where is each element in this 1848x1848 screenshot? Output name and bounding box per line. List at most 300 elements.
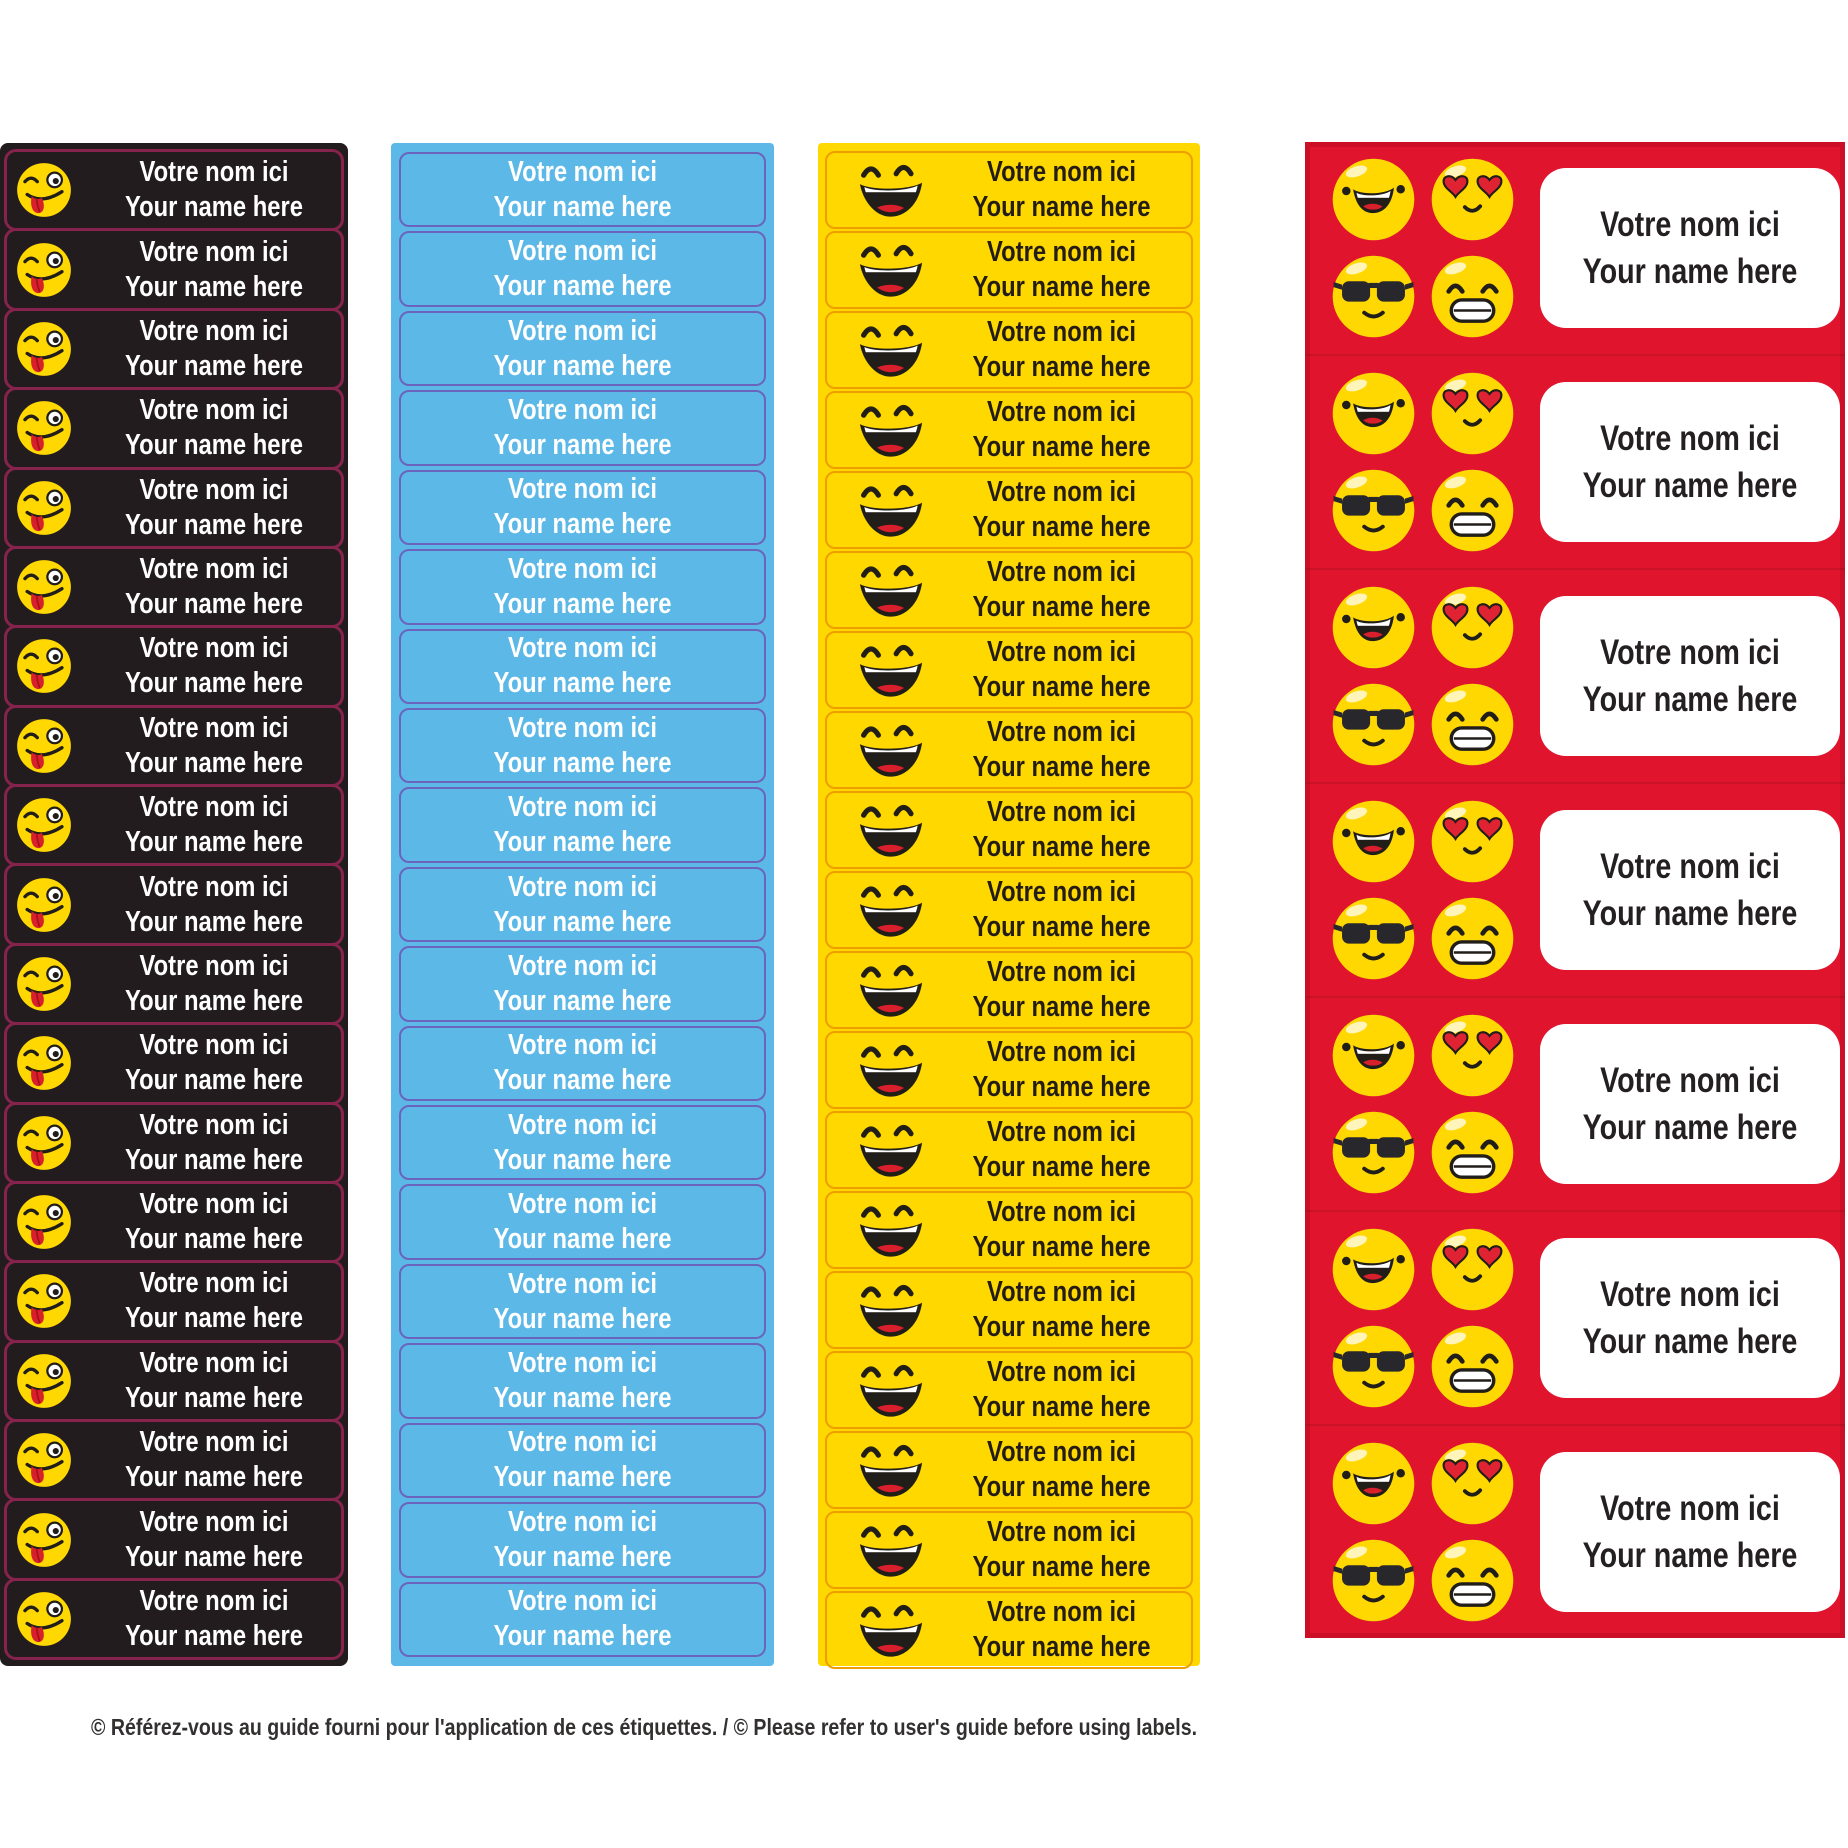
name-label-sticker	[825, 471, 1193, 549]
laughing-emoji-icon	[827, 793, 932, 867]
label-text	[434, 552, 732, 622]
emoji-sticker-grid	[1331, 1227, 1515, 1409]
label-line1-text: Votre nom ici	[139, 1188, 289, 1221]
label-text	[1583, 1271, 1798, 1365]
label-text	[110, 1028, 318, 1098]
label-line1-text: Votre nom ici	[508, 791, 657, 824]
winking-tongue-emoji-icon	[7, 162, 87, 218]
label-text	[955, 395, 1167, 465]
emoji-sticker-block	[1305, 996, 1845, 1210]
name-label-sticker	[825, 1111, 1193, 1189]
label-line2-text: Your name here	[972, 831, 1151, 863]
name-label-sticker	[825, 1591, 1193, 1669]
emoji-sticker-block	[1305, 1424, 1845, 1638]
label-line1-text: Votre nom ici	[508, 473, 657, 506]
name-label-sticker	[825, 1431, 1193, 1509]
label-text	[955, 555, 1167, 625]
label-line2-text: Your name here	[125, 349, 303, 382]
blue-labels-column	[391, 143, 774, 1666]
name-label-sticker	[399, 1264, 766, 1339]
label-text	[434, 314, 732, 384]
label-line2-text: Your name here	[493, 1223, 672, 1256]
label-text	[110, 552, 318, 622]
name-label-sticker	[825, 391, 1193, 469]
label-line2-text: Your name here	[125, 905, 303, 938]
winking-tongue-emoji-icon	[7, 718, 87, 774]
label-line2-text: Your name here	[493, 270, 672, 303]
label-line1-text: Votre nom ici	[508, 632, 657, 665]
laughing-emoji-icon	[827, 1593, 932, 1667]
label-line1-text: Votre nom ici	[1600, 847, 1780, 886]
label-line1-text: Votre nom ici	[987, 1196, 1136, 1228]
name-label-sticker	[4, 705, 344, 787]
label-line1-text: Votre nom ici	[508, 1029, 657, 1062]
label-line2-text: Your name here	[125, 746, 303, 779]
label-text	[110, 1266, 318, 1336]
label-line2-text: Your name here	[972, 1471, 1151, 1503]
label-line2-text: Your name here	[972, 191, 1151, 223]
footer-note: © Référez-vous au guide fourni pour l'application de ces étiquettes. / © Please refer to user's guide before using labels.	[91, 1714, 1198, 1740]
name-label-sticker	[399, 1343, 766, 1418]
label-line1-text: Votre nom ici	[139, 1584, 289, 1617]
label-line1-text: Votre nom ici	[508, 949, 657, 982]
laughing-emoji-icon	[827, 713, 932, 787]
label-text	[1583, 1485, 1798, 1579]
label-text	[110, 1425, 318, 1495]
label-text	[434, 631, 732, 701]
label-line2-text: Your name here	[125, 1540, 303, 1573]
name-label-sticker	[825, 231, 1193, 309]
heart-eyes-emoji-icon	[1430, 1441, 1515, 1526]
beaming-emoji-icon	[1430, 468, 1515, 553]
name-label-sticker	[4, 308, 344, 390]
name-label-sticker	[4, 1419, 344, 1501]
label-line2-text: Your name here	[972, 911, 1151, 943]
name-label-sticker	[825, 951, 1193, 1029]
label-line1-text: Votre nom ici	[139, 314, 289, 347]
laughing-emoji-icon	[827, 153, 932, 227]
beaming-emoji-icon	[1430, 682, 1515, 767]
label-text	[110, 631, 318, 701]
label-line2-text: Your name here	[125, 984, 303, 1017]
sunglasses-emoji-icon	[1331, 1324, 1416, 1409]
name-label-sticker	[1540, 382, 1840, 542]
label-line2-text: Your name here	[493, 1302, 672, 1335]
winking-tongue-emoji-icon	[7, 1353, 87, 1409]
name-label-sticker	[1540, 1452, 1840, 1612]
label-text	[110, 1584, 318, 1654]
label-text	[434, 949, 732, 1019]
name-label-sticker	[399, 1423, 766, 1498]
winking-tongue-emoji-icon	[7, 242, 87, 298]
name-label-sticker	[4, 1340, 344, 1422]
name-label-sticker	[825, 1031, 1193, 1109]
name-label-sticker	[4, 467, 344, 549]
label-text	[955, 875, 1167, 945]
label-text	[1583, 1057, 1798, 1151]
label-line1-text: Votre nom ici	[508, 1267, 657, 1300]
label-line1-text: Votre nom ici	[1600, 1061, 1780, 1100]
label-line1-text: Votre nom ici	[987, 1116, 1136, 1148]
label-text	[955, 955, 1167, 1025]
label-text	[955, 715, 1167, 785]
name-label-sticker	[4, 1260, 344, 1342]
label-text	[110, 1505, 318, 1575]
black-labels-column	[0, 143, 348, 1666]
label-line1-text: Votre nom ici	[508, 1505, 657, 1538]
name-label-sticker	[4, 1578, 344, 1660]
label-text	[955, 315, 1167, 385]
name-label-sticker	[399, 867, 766, 942]
name-label-sticker	[399, 1184, 766, 1259]
label-line1-text: Votre nom ici	[139, 1346, 289, 1379]
label-line1-text: Votre nom ici	[139, 791, 289, 824]
label-line2-text: Your name here	[493, 826, 672, 859]
label-line1-text: Votre nom ici	[987, 396, 1136, 428]
winking-tongue-emoji-icon	[7, 321, 87, 377]
label-line2-text: Your name here	[972, 511, 1151, 543]
label-text	[110, 393, 318, 463]
label-line1-text: Votre nom ici	[1600, 419, 1780, 458]
heart-eyes-emoji-icon	[1430, 585, 1515, 670]
winking-tongue-emoji-icon	[7, 877, 87, 933]
name-label-sticker	[1540, 1024, 1840, 1184]
label-line2-text: Your name here	[493, 1382, 672, 1415]
label-line2-text: Your name here	[493, 428, 672, 461]
label-line2-text: Your name here	[125, 270, 303, 303]
name-label-sticker	[1540, 810, 1840, 970]
heart-eyes-emoji-icon	[1430, 1227, 1515, 1312]
label-text	[110, 155, 318, 225]
name-label-sticker	[4, 546, 344, 628]
label-line2-text: Your name here	[125, 1302, 303, 1335]
label-line2-text: Your name here	[125, 1223, 303, 1256]
label-line1-text: Votre nom ici	[139, 1267, 289, 1300]
name-label-sticker	[399, 629, 766, 704]
label-text	[955, 1435, 1167, 1505]
winking-tongue-emoji-icon	[7, 559, 87, 615]
name-label-sticker	[4, 228, 344, 310]
label-text	[955, 155, 1167, 225]
name-label-sticker	[399, 787, 766, 862]
heart-eyes-emoji-icon	[1430, 1013, 1515, 1098]
label-line2-text: Your name here	[493, 508, 672, 541]
name-label-sticker	[399, 708, 766, 783]
grinning-emoji-icon	[1331, 371, 1416, 456]
label-text	[434, 1425, 732, 1495]
label-line1-text: Votre nom ici	[987, 556, 1136, 588]
label-line1-text: Votre nom ici	[508, 1347, 657, 1380]
name-label-sticker	[4, 1022, 344, 1104]
beaming-emoji-icon	[1430, 896, 1515, 981]
label-text	[434, 155, 732, 225]
grinning-emoji-icon	[1331, 157, 1416, 242]
name-label-sticker	[399, 1105, 766, 1180]
beaming-emoji-icon	[1430, 1324, 1515, 1409]
label-text	[434, 234, 732, 304]
laughing-emoji-icon	[827, 873, 932, 947]
label-line1-text: Votre nom ici	[508, 1585, 657, 1618]
label-line1-text: Votre nom ici	[139, 1029, 289, 1062]
name-label-sticker	[1540, 168, 1840, 328]
label-text	[955, 1115, 1167, 1185]
label-line2-text: Your name here	[125, 588, 303, 621]
label-text	[110, 1108, 318, 1178]
laughing-emoji-icon	[827, 473, 932, 547]
name-label-sticker	[4, 149, 344, 231]
label-line1-text: Votre nom ici	[1600, 633, 1780, 672]
label-text	[434, 1505, 732, 1575]
name-label-sticker	[399, 946, 766, 1021]
label-text	[434, 1028, 732, 1098]
label-line1-text: Votre nom ici	[987, 796, 1136, 828]
label-line1-text: Votre nom ici	[508, 314, 657, 347]
winking-tongue-emoji-icon	[7, 956, 87, 1012]
name-label-sticker	[399, 1502, 766, 1577]
name-label-sticker	[399, 152, 766, 227]
name-label-sticker	[4, 1181, 344, 1263]
red-labels-column	[1305, 142, 1845, 1638]
label-line2-text: Your name here	[972, 751, 1151, 783]
label-text	[434, 1108, 732, 1178]
laughing-emoji-icon	[827, 1113, 932, 1187]
winking-tongue-emoji-icon	[7, 1591, 87, 1647]
name-label-sticker	[4, 943, 344, 1025]
winking-tongue-emoji-icon	[7, 1273, 87, 1329]
label-line1-text: Votre nom ici	[508, 870, 657, 903]
emoji-sticker-grid	[1331, 1013, 1515, 1195]
label-line2-text: Your name here	[125, 1619, 303, 1652]
emoji-sticker-block	[1305, 142, 1845, 354]
emoji-sticker-block	[1305, 782, 1845, 996]
label-line1-text: Votre nom ici	[139, 870, 289, 903]
name-label-sticker	[825, 791, 1193, 869]
name-label-sticker	[825, 1191, 1193, 1269]
emoji-sticker-grid	[1331, 371, 1515, 553]
label-line2-text: Your name here	[125, 667, 303, 700]
label-line2-text: Your name here	[972, 1231, 1151, 1263]
yellow-labels-column	[818, 143, 1200, 1666]
sunglasses-emoji-icon	[1331, 896, 1416, 981]
heart-eyes-emoji-icon	[1430, 157, 1515, 242]
label-line2-text: Your name here	[1582, 1322, 1798, 1361]
name-label-sticker	[1540, 1238, 1840, 1398]
beaming-emoji-icon	[1430, 1538, 1515, 1623]
label-line1-text: Votre nom ici	[508, 1426, 657, 1459]
label-line1-text: Votre nom ici	[1600, 1489, 1780, 1528]
winking-tongue-emoji-icon	[7, 797, 87, 853]
label-text	[110, 235, 318, 305]
label-text	[434, 1187, 732, 1257]
name-label-sticker	[4, 1102, 344, 1184]
label-text	[110, 1187, 318, 1257]
name-label-sticker	[4, 863, 344, 945]
sunglasses-emoji-icon	[1331, 682, 1416, 767]
winking-tongue-emoji-icon	[7, 1115, 87, 1171]
label-line2-text: Your name here	[493, 1461, 672, 1494]
heart-eyes-emoji-icon	[1430, 799, 1515, 884]
laughing-emoji-icon	[827, 1033, 932, 1107]
name-label-sticker	[399, 470, 766, 545]
label-line1-text: Votre nom ici	[987, 636, 1136, 668]
grinning-emoji-icon	[1331, 799, 1416, 884]
name-label-sticker	[825, 311, 1193, 389]
laughing-emoji-icon	[827, 1193, 932, 1267]
label-text	[434, 711, 732, 781]
winking-tongue-emoji-icon	[7, 1512, 87, 1568]
label-line2-text: Your name here	[493, 1143, 672, 1176]
label-line2-text: Your name here	[493, 349, 672, 382]
name-label-sticker	[4, 625, 344, 707]
name-label-sticker	[399, 1582, 766, 1657]
label-line2-text: Your name here	[1582, 252, 1798, 291]
winking-tongue-emoji-icon	[7, 1035, 87, 1091]
label-text	[110, 314, 318, 384]
sunglasses-emoji-icon	[1331, 1538, 1416, 1623]
label-line2-text: Your name here	[972, 351, 1151, 383]
name-label-sticker	[1540, 596, 1840, 756]
name-label-sticker	[4, 784, 344, 866]
label-line1-text: Votre nom ici	[987, 156, 1136, 188]
label-line2-text: Your name here	[1582, 680, 1798, 719]
label-text	[1583, 201, 1798, 295]
label-line1-text: Votre nom ici	[508, 155, 657, 188]
sunglasses-emoji-icon	[1331, 254, 1416, 339]
sunglasses-emoji-icon	[1331, 468, 1416, 553]
grinning-emoji-icon	[1331, 1441, 1416, 1526]
label-line2-text: Your name here	[1582, 1108, 1798, 1147]
label-line1-text: Votre nom ici	[139, 156, 289, 189]
label-line2-text: Your name here	[125, 826, 303, 859]
label-line2-text: Your name here	[1582, 466, 1798, 505]
laughing-emoji-icon	[827, 1273, 932, 1347]
label-line2-text: Your name here	[972, 1311, 1151, 1343]
name-label-sticker	[825, 1511, 1193, 1589]
label-line2-text: Your name here	[972, 591, 1151, 623]
label-line2-text: Your name here	[1582, 1536, 1798, 1575]
winking-tongue-emoji-icon	[7, 1432, 87, 1488]
name-label-sticker	[825, 871, 1193, 949]
label-line1-text: Votre nom ici	[987, 1356, 1136, 1388]
grinning-emoji-icon	[1331, 585, 1416, 670]
laughing-emoji-icon	[827, 313, 932, 387]
label-text	[110, 711, 318, 781]
label-text	[955, 1195, 1167, 1265]
label-text	[1583, 629, 1798, 723]
label-line2-text: Your name here	[972, 1071, 1151, 1103]
label-line1-text: Votre nom ici	[139, 235, 289, 268]
label-line2-text: Your name here	[972, 1551, 1151, 1583]
laughing-emoji-icon	[827, 553, 932, 627]
label-line2-text: Your name here	[125, 1461, 303, 1494]
label-line1-text: Votre nom ici	[139, 1108, 289, 1141]
winking-tongue-emoji-icon	[7, 1194, 87, 1250]
name-label-sticker	[825, 551, 1193, 629]
label-line2-text: Your name here	[972, 671, 1151, 703]
winking-tongue-emoji-icon	[7, 400, 87, 456]
label-line1-text: Votre nom ici	[508, 393, 657, 426]
name-label-sticker	[399, 1026, 766, 1101]
heart-eyes-emoji-icon	[1430, 371, 1515, 456]
label-text	[434, 790, 732, 860]
name-label-sticker	[825, 1351, 1193, 1429]
label-line2-text: Your name here	[972, 991, 1151, 1023]
beaming-emoji-icon	[1430, 1110, 1515, 1195]
label-line2-text: Your name here	[125, 1381, 303, 1414]
label-text	[955, 1355, 1167, 1425]
label-line1-text: Votre nom ici	[508, 1188, 657, 1221]
label-text	[434, 472, 732, 542]
winking-tongue-emoji-icon	[7, 638, 87, 694]
emoji-sticker-block	[1305, 354, 1845, 568]
label-line2-text: Your name here	[1582, 894, 1798, 933]
label-line1-text: Votre nom ici	[987, 956, 1136, 988]
label-line2-text: Your name here	[972, 431, 1151, 463]
name-label-sticker	[825, 631, 1193, 709]
label-line1-text: Votre nom ici	[987, 716, 1136, 748]
label-line1-text: Votre nom ici	[508, 711, 657, 744]
emoji-sticker-block	[1305, 1210, 1845, 1424]
label-text	[110, 870, 318, 940]
label-line1-text: Votre nom ici	[1600, 1275, 1780, 1314]
label-text	[110, 1346, 318, 1416]
label-line1-text: Votre nom ici	[139, 1505, 289, 1538]
label-line2-text: Your name here	[125, 1143, 303, 1176]
label-line2-text: Your name here	[493, 746, 672, 779]
laughing-emoji-icon	[827, 633, 932, 707]
label-text	[955, 1515, 1167, 1585]
label-line1-text: Votre nom ici	[987, 1276, 1136, 1308]
label-line1-text: Votre nom ici	[508, 552, 657, 585]
label-line2-text: Your name here	[972, 271, 1151, 303]
label-line2-text: Your name here	[125, 508, 303, 541]
label-line1-text: Votre nom ici	[139, 394, 289, 427]
label-line1-text: Votre nom ici	[987, 876, 1136, 908]
beaming-emoji-icon	[1430, 254, 1515, 339]
emoji-sticker-grid	[1331, 585, 1515, 767]
label-line2-text: Your name here	[125, 429, 303, 462]
label-line1-text: Votre nom ici	[139, 473, 289, 506]
grinning-emoji-icon	[1331, 1013, 1416, 1098]
label-text	[1583, 843, 1798, 937]
laughing-emoji-icon	[827, 393, 932, 467]
label-text	[955, 475, 1167, 545]
label-text	[955, 795, 1167, 865]
label-line1-text: Votre nom ici	[139, 632, 289, 665]
label-line1-text: Votre nom ici	[508, 235, 657, 268]
laughing-emoji-icon	[827, 1433, 932, 1507]
label-text	[955, 1275, 1167, 1345]
label-line2-text: Your name here	[125, 1064, 303, 1097]
name-label-sticker	[825, 1271, 1193, 1349]
emoji-sticker-grid	[1331, 1441, 1515, 1623]
label-line2-text: Your name here	[972, 1631, 1151, 1663]
label-line1-text: Votre nom ici	[987, 1036, 1136, 1068]
label-line2-text: Your name here	[493, 667, 672, 700]
label-text	[434, 870, 732, 940]
label-text	[110, 949, 318, 1019]
grinning-emoji-icon	[1331, 1227, 1416, 1312]
label-line2-text: Your name here	[493, 905, 672, 938]
emoji-sticker-grid	[1331, 157, 1515, 339]
name-label-sticker	[4, 1498, 344, 1580]
label-text	[955, 1595, 1167, 1665]
laughing-emoji-icon	[827, 233, 932, 307]
name-label-sticker	[399, 231, 766, 306]
emoji-sticker-block	[1305, 568, 1845, 782]
name-label-sticker	[825, 711, 1193, 789]
label-text	[955, 635, 1167, 705]
